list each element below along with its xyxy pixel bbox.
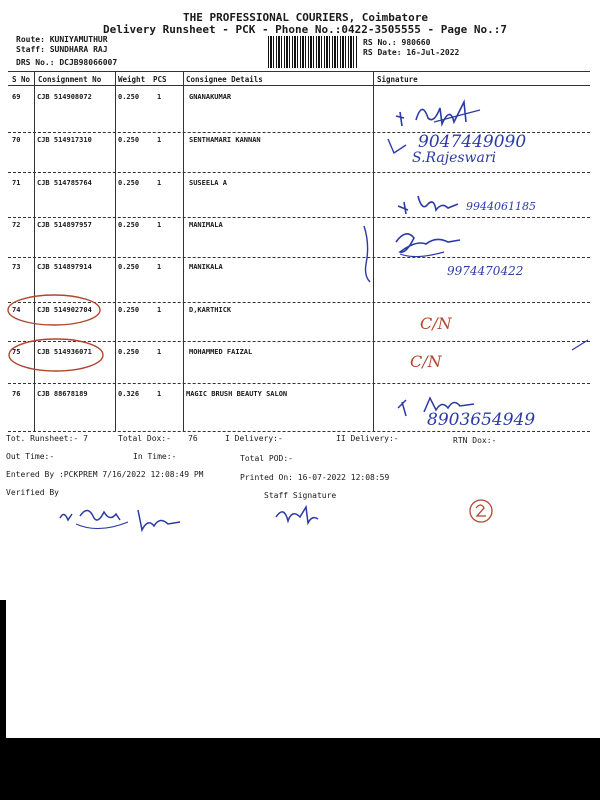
column-header-sno: S No [12, 75, 31, 84]
i-delivery: I Delivery:- [225, 434, 283, 443]
row-pcs: 1 [157, 179, 162, 187]
route-label: Route: KUNIYAMUTHUR [16, 35, 108, 44]
row-weight: 0.250 [118, 93, 140, 101]
row-weight: 0.250 [118, 348, 140, 356]
signature-scribble [394, 394, 484, 420]
rtn-dox: RTN Dox:- [453, 436, 497, 445]
row-sno: 69 [12, 93, 21, 101]
row-consignee: MOHAMMED FAIZAL [189, 348, 253, 356]
column-header-consignee: Consignee Details [186, 75, 263, 84]
row-weight: 0.250 [118, 136, 140, 144]
row-consignment: CJB 514785764 [37, 179, 92, 187]
row-consignee: MANIKALA [189, 263, 223, 271]
staff-label: Staff: SUNDHARA RAJ [16, 45, 108, 54]
signature-scribble [356, 224, 466, 284]
row-consignment: CJB 514902704 [37, 306, 92, 314]
row-weight: 0.326 [118, 390, 140, 398]
row-consignment: CJB 88678189 [37, 390, 88, 398]
row-separator [8, 257, 590, 258]
ii-delivery: II Delivery:- [336, 434, 399, 443]
row-separator [8, 431, 590, 432]
handwritten-phone: 9974470422 [447, 264, 524, 278]
column-header-signature: Signature [377, 75, 418, 84]
signature-scribble [384, 137, 414, 157]
total-dox-label: Total Dox:- [118, 434, 171, 443]
row-pcs: 1 [157, 263, 162, 271]
red-circle-annotation [4, 292, 100, 328]
total-runsheet: Tot. Runsheet:- 7 [6, 434, 88, 443]
row-separator [8, 383, 590, 384]
column-header-consignment: Consignment No [38, 75, 102, 84]
row-sno: 73 [12, 263, 21, 271]
row-consignee: D,KARTHICK [189, 306, 232, 314]
row-consignment: CJB 514897957 [37, 221, 92, 229]
handwritten-cn-note: C/N [410, 352, 442, 371]
signature-scribble [396, 192, 466, 218]
column-header-weight: Weight [118, 75, 146, 84]
row-pcs: 1 [157, 306, 162, 314]
signature-scribble [394, 96, 494, 132]
row-consignee: SENTHAMARI KANNAN [189, 136, 261, 144]
row-consignee: SUSEELA A [189, 179, 227, 187]
row-consignment: CJB 514936071 [37, 348, 92, 356]
row-sno: 72 [12, 221, 21, 229]
row-consignment: CJB 514908072 [37, 93, 92, 101]
column-divider [115, 71, 116, 431]
column-divider [34, 71, 35, 431]
handwritten-cn-note: C/N [420, 314, 452, 333]
table-top-rule [8, 71, 590, 72]
company-name: THE PROFESSIONAL COURIERS, Coimbatore [183, 11, 429, 24]
drs-number: DRS No.: DCJB98066007 [16, 58, 118, 67]
row-separator [8, 217, 590, 218]
staff-signature-label: Staff Signature [264, 491, 337, 500]
out-time: Out Time:- [6, 452, 55, 461]
staff-signature-scribble [272, 503, 322, 529]
total-dox-value: 76 [188, 434, 198, 443]
red-circle-annotation [4, 336, 104, 374]
scan-edge-artifact [0, 600, 6, 740]
verified-by-signature [58, 500, 188, 540]
entered-by: Entered By :PCKPREM 7/16/2022 12:08:49 PM [6, 470, 204, 479]
handwritten-phone: 9944061185 [466, 200, 536, 213]
barcode [268, 36, 358, 68]
row-consignee: MANIMALA [189, 221, 223, 229]
row-weight: 0.250 [118, 221, 140, 229]
column-divider [183, 71, 184, 431]
row-sno: 74 [12, 306, 21, 314]
margin-mark [570, 338, 592, 354]
runsheet-title: Delivery Runsheet - PCK - Phone No.:0422-3505555 - Page No.:7 [103, 23, 507, 36]
row-sno: 75 [12, 348, 21, 356]
row-sno: 70 [12, 136, 21, 144]
total-pod: Total POD:- [240, 454, 293, 463]
verified-by-label: Verified By [6, 488, 59, 497]
row-weight: 0.250 [118, 306, 140, 314]
handwritten-phone: 9047449090 [418, 132, 527, 152]
row-consignment: CJB 514917310 [37, 136, 92, 144]
rs-number: RS No.: 980660 [363, 38, 431, 47]
scan-bottom-artifact [0, 738, 600, 800]
row-consignee: MAGIC BRUSH BEAUTY SALON [186, 390, 288, 398]
table-header-rule [8, 85, 590, 86]
row-consignment: CJB 514897914 [37, 263, 92, 271]
row-pcs: 1 [157, 390, 162, 398]
row-weight: 0.250 [118, 263, 140, 271]
row-pcs: 1 [157, 93, 162, 101]
circled-number-annotation [466, 498, 496, 524]
in-time: In Time:- [133, 452, 177, 461]
row-pcs: 1 [157, 221, 162, 229]
row-pcs: 1 [157, 348, 162, 356]
row-weight: 0.250 [118, 179, 140, 187]
row-consignee: GNANAKUMAR [189, 93, 232, 101]
handwritten-phone: 8903654949 [427, 410, 536, 430]
row-separator [8, 172, 590, 173]
handwritten-name: S.Rajeswari [412, 150, 497, 166]
row-sno: 76 [12, 390, 21, 398]
printed-on: Printed On: 16-07-2022 12:08:59 [240, 473, 390, 482]
rs-date: RS Date: 16-Jul-2022 [363, 48, 460, 57]
row-sno: 71 [12, 179, 21, 187]
row-pcs: 1 [157, 136, 162, 144]
column-header-pcs: PCS [153, 75, 167, 84]
